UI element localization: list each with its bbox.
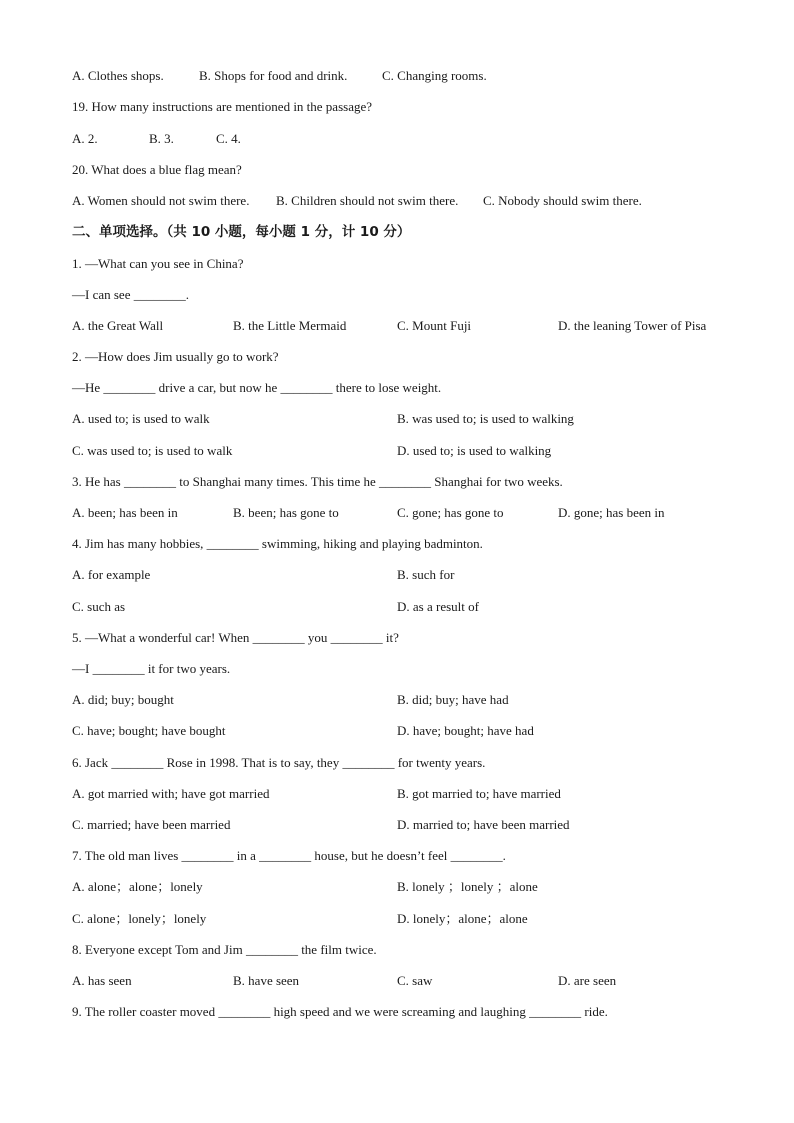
- question-stem: 8. Everyone except Tom and Jim ________ the film twice.: [72, 942, 377, 957]
- question-stem: 2. —How does Jim usually go to work?: [72, 349, 279, 364]
- option: A. been; has been in: [72, 505, 178, 520]
- q20-option-a: A. Women should not swim there.: [72, 193, 250, 208]
- option: D. have; bought; have had: [397, 723, 534, 738]
- q19-option-a: A. 2.: [72, 131, 98, 146]
- question-stem: 4. Jim has many hobbies, ________ swimming, hiking and playing badminton.: [72, 536, 483, 551]
- section-heading: 二、单项选择。（共 10 小题，每小题 1 分，计 10 分）: [72, 224, 411, 240]
- question-stem: 6. Jack ________ Rose in 1998. That is to say, they ________ for twenty years.: [72, 755, 486, 770]
- question-stem: 3. He has ________ to Shanghai many times. This time he ________ Shanghai for two weeks.: [72, 474, 563, 489]
- option: D. married to; have been married: [397, 817, 570, 832]
- option: B. got married to; have married: [397, 786, 561, 801]
- option: D. as a result of: [397, 599, 479, 614]
- question-stem: 1. —What can you see in China?: [72, 256, 244, 271]
- q20-option-b: B. Children should not swim there.: [276, 193, 459, 208]
- option: B. have seen: [233, 973, 300, 988]
- option: B. did; buy; have had: [397, 692, 509, 707]
- option: D. the leaning Tower of Pisa: [558, 318, 707, 333]
- question-stem: 7. The old man lives ________ in a ________ house, but he doesn’t feel ________.: [72, 848, 506, 863]
- option: C. such as: [72, 599, 126, 614]
- q18-option-a: A. Clothes shops.: [72, 68, 164, 83]
- question-stem: —He ________ drive a car, but now he ________ there to lose weight.: [72, 380, 442, 395]
- option: A. has seen: [72, 973, 132, 988]
- q18-option-c: C. Changing rooms.: [382, 68, 487, 83]
- q19-option-c: C. 4.: [216, 131, 241, 146]
- q20-option-c: C. Nobody should swim there.: [483, 193, 642, 208]
- q19-text: 19. How many instructions are mentioned in the passage?: [72, 99, 373, 114]
- option: B. the Little Mermaid: [233, 318, 347, 333]
- q20-text: 20. What does a blue flag mean?: [72, 162, 242, 177]
- option: B. was used to; is used to walking: [397, 411, 574, 426]
- option: C. have; bought; have bought: [72, 723, 226, 738]
- q18-option-b: B. Shops for food and drink.: [199, 68, 348, 83]
- option: B. been; has gone to: [233, 505, 339, 520]
- option: A. for example: [72, 567, 151, 582]
- option: A. alone；alone；lonely: [72, 879, 203, 894]
- option: A. the Great Wall: [72, 318, 164, 333]
- option: D. used to; is used to walking: [397, 443, 552, 458]
- option: D. lonely；alone；alone: [397, 911, 528, 926]
- question-stem: —I can see ________.: [72, 287, 189, 302]
- option: A. did; buy; bought: [72, 692, 174, 707]
- option: C. was used to; is used to walk: [72, 443, 233, 458]
- option: C. saw: [397, 973, 433, 988]
- option: C. married; have been married: [72, 817, 231, 832]
- option: B. lonely ；lonely ；alone: [397, 879, 538, 894]
- option: C. gone; has gone to: [397, 505, 504, 520]
- option: C. Mount Fuji: [397, 318, 472, 333]
- question-stem: 9. The roller coaster moved ________ high speed and we were screaming and laughing ________ ride.: [72, 1004, 608, 1019]
- option: C. alone；lonely；lonely: [72, 911, 207, 926]
- option: D. are seen: [558, 973, 617, 988]
- question-stem: 5. —What a wonderful car! When ________ you ________ it?: [72, 630, 399, 645]
- question-stem: —I ________ it for two years.: [72, 661, 231, 676]
- option: A. got married with; have got married: [72, 786, 270, 801]
- q19-option-b: B. 3.: [149, 131, 174, 146]
- option: B. such for: [397, 567, 455, 582]
- option: D. gone; has been in: [558, 505, 665, 520]
- option: A. used to; is used to walk: [72, 411, 210, 426]
